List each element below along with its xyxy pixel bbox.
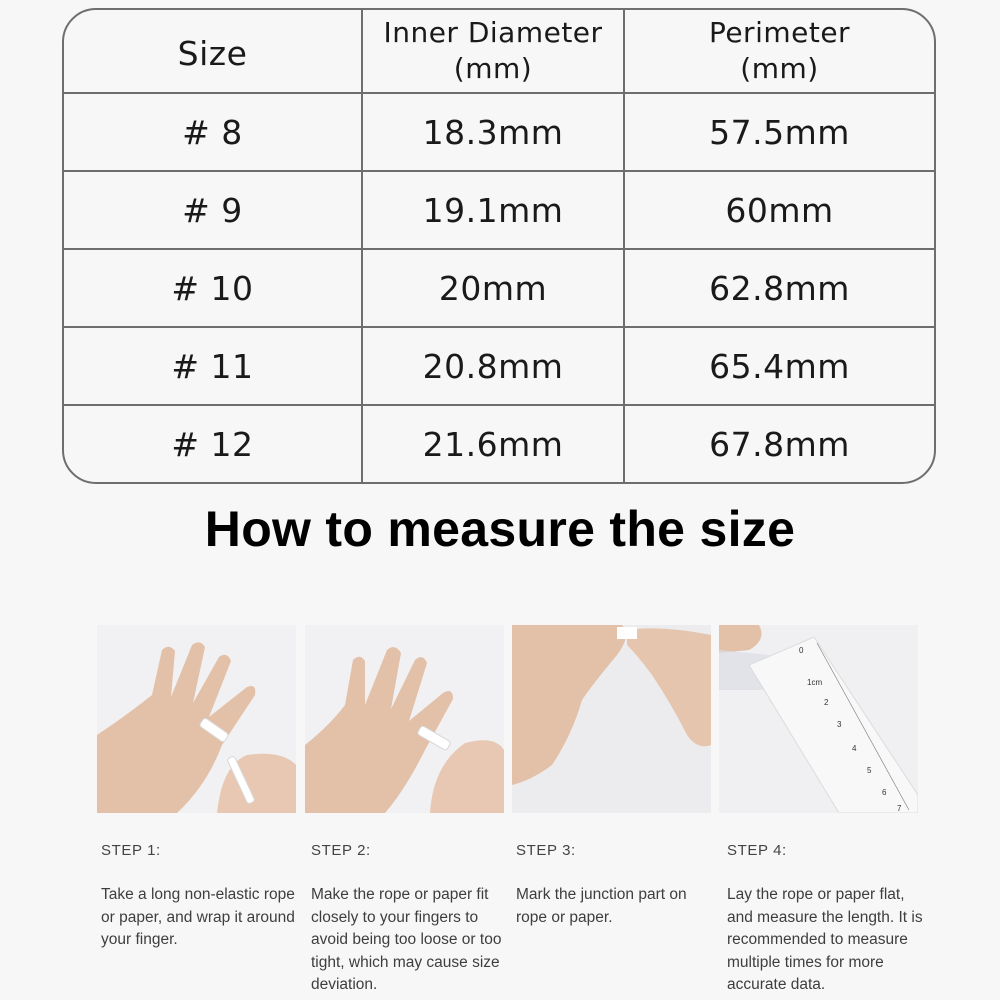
header-inner-diameter — [363, 10, 625, 94]
step-1-photo — [97, 625, 296, 813]
cell-size: # 10 — [64, 250, 363, 328]
svg-text:0: 0 — [799, 646, 804, 655]
step-label: STEP 2: — [311, 842, 371, 859]
ruler-measuring-strip-image — [719, 625, 918, 813]
svg-text:1cm: 1cm — [807, 678, 823, 687]
header-perimeter — [625, 10, 934, 94]
cell-size: # 11 — [64, 328, 363, 406]
cell-inner-diameter: 20.8mm — [363, 328, 625, 406]
ring-size-table — [62, 8, 936, 484]
header-size-label: Size — [177, 34, 248, 73]
svg-text:2: 2 — [824, 698, 829, 707]
cell-inner-diameter: 19.1mm — [363, 172, 625, 250]
cell-size: # 9 — [64, 172, 363, 250]
cell-perimeter: 62.8mm — [625, 250, 934, 328]
header-inner-diameter-label: Inner Diameter — [383, 16, 603, 49]
step-4-photo — [719, 625, 918, 813]
step-1 — [101, 842, 301, 952]
step-2-photo — [305, 625, 504, 813]
header-perimeter-label: Perimeter — [708, 16, 851, 49]
svg-text:5: 5 — [867, 766, 872, 775]
cell-perimeter: 67.8mm — [709, 424, 850, 464]
cell-perimeter: 57.5mm — [625, 94, 934, 172]
header-inner-diameter-unit: (mm) — [453, 52, 533, 85]
step-2 — [311, 842, 511, 997]
cell-perimeter: 60mm — [625, 172, 934, 250]
step-3-photo — [512, 625, 711, 813]
section-title: How to measure the size — [204, 501, 796, 557]
cell-inner-diameter: 20mm — [363, 250, 625, 328]
svg-text:6: 6 — [882, 788, 887, 797]
step-description: Lay the rope or paper flat, and measure the length. It is recommended to measure multiple times for more accurate data. — [727, 886, 923, 993]
step-description: Make the rope or paper fit closely to your fingers to avoid being too loose or too tight, which may cause size deviation. — [311, 886, 502, 993]
step-label: STEP 3: — [516, 842, 576, 859]
step-3 — [516, 842, 716, 929]
step-description: Take a long non-elastic rope or paper, and wrap it around your finger. — [101, 886, 295, 948]
hand-tightening-paper-strip-image — [305, 625, 504, 813]
step-description: Mark the junction part on rope or paper. — [516, 886, 687, 926]
step-label: STEP 1: — [101, 842, 161, 859]
svg-text:7: 7 — [897, 804, 902, 813]
fingers-marking-junction-image — [512, 625, 711, 813]
cell-size: # 12 — [64, 406, 363, 482]
cell-inner-diameter: 21.6mm — [363, 406, 625, 482]
hand-wrapping-paper-strip-image — [97, 625, 296, 813]
header-perimeter-unit: (mm) — [740, 52, 819, 85]
svg-text:4: 4 — [852, 744, 857, 753]
step-label: STEP 4: — [727, 842, 787, 859]
cell-perimeter: 65.4mm — [625, 328, 934, 406]
cell-inner-diameter: 18.3mm — [363, 94, 625, 172]
header-size — [64, 10, 363, 94]
svg-text:3: 3 — [837, 720, 842, 729]
cell-size: # 8 — [64, 94, 363, 172]
step-4 — [727, 842, 927, 997]
